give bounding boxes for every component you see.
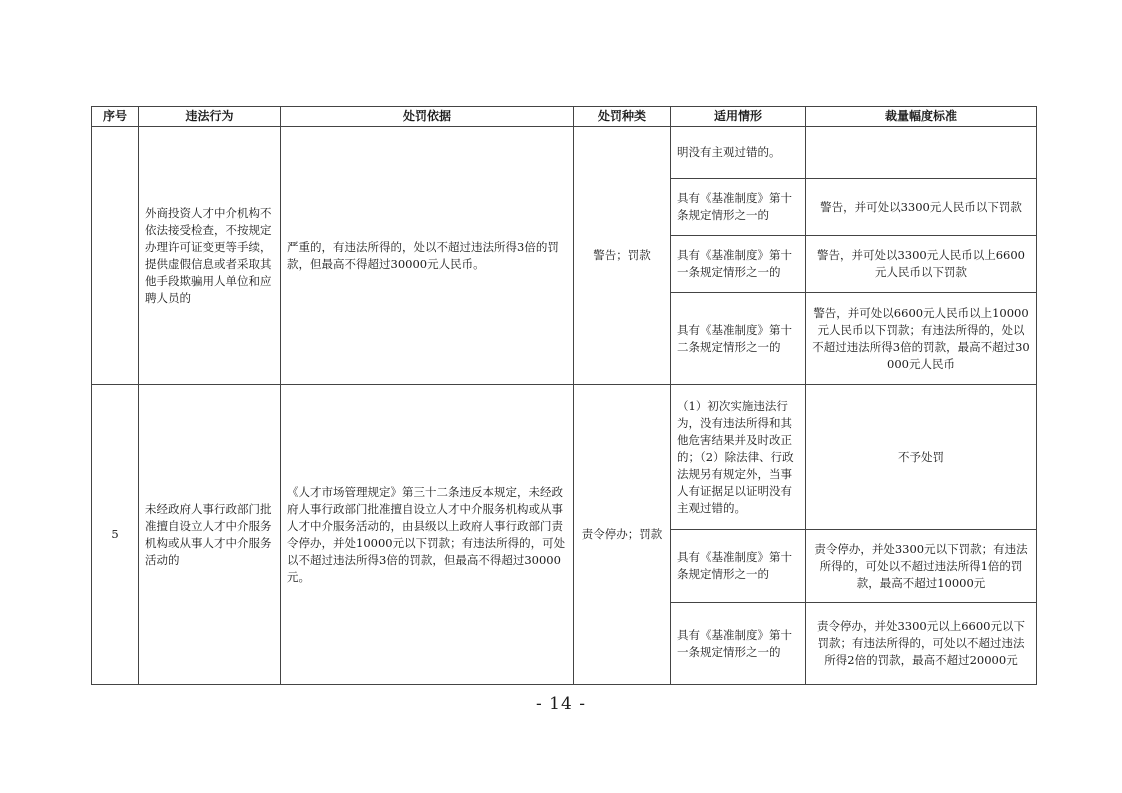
cell-basis: 《人才市场管理规定》第三十二条违反本规定，未经政府人事行政部门批准擅自设立人才中介服务机构或从事人才中介服务活动的，由县级以上政府人事行政部门责令停办，并处10000元以下罚款；有违法所得的，可处以不超过违法所得3倍的罚款，但最高不得超过30000元。 [281, 385, 574, 685]
cell-type: 警告；罚款 [574, 127, 671, 385]
cell-situation: 具有《基准制度》第十条规定情形之一的 [671, 530, 806, 603]
header-type: 处罚种类 [574, 107, 671, 127]
cell-basis: 严重的，有违法所得的，处以不超过违法所得3倍的罚款，但最高不得超过30000元人民币。 [281, 127, 574, 385]
cell-type: 责令停办；罚款 [574, 385, 671, 685]
cell-behavior: 外商投资人才中介机构不依法接受检查，不按规定办理许可证变更等手续，提供虚假信息或者采取其他手段欺骗用人单位和应聘人员的 [139, 127, 281, 385]
header-basis: 处罚依据 [281, 107, 574, 127]
header-standard: 裁量幅度标准 [806, 107, 1037, 127]
cell-standard: 责令停办，并处3300元以上6600元以下罚款；有违法所得的，可处以不超过违法所得2倍的罚款，最高不超过20000元 [806, 603, 1037, 685]
cell-situation: （1）初次实施违法行为，没有违法所得和其他危害结果并及时改正的；（2）除法律、行政法规另有规定外，当事人有证据足以证明没有主观过错的。 [671, 385, 806, 530]
page-number: - 14 - [536, 694, 586, 714]
table-header-row [92, 107, 1037, 127]
table-row [92, 127, 1037, 179]
header-situation: 适用情形 [671, 107, 806, 127]
cell-situation: 具有《基准制度》第十条规定情形之一的 [671, 179, 806, 236]
cell-number [92, 127, 139, 385]
cell-situation: 具有《基准制度》第十一条规定情形之一的 [671, 603, 806, 685]
cell-standard: 责令停办，并处3300元以下罚款；有违法所得的，可处以不超过违法所得1倍的罚款，最高不超过10000元 [806, 530, 1037, 603]
cell-standard: 警告，并可处以3300元人民币以上6600元人民币以下罚款 [806, 236, 1037, 293]
header-behavior: 违法行为 [139, 107, 281, 127]
cell-behavior: 未经政府人事行政部门批准擅自设立人才中介服务机构或从事人才中介服务活动的 [139, 385, 281, 685]
cell-situation: 明没有主观过错的。 [671, 127, 806, 179]
header-number: 序号 [92, 107, 139, 127]
cell-standard: 警告，并可处以6600元人民币以上10000元人民币以下罚款；有违法所得的，处以不超过违法所得3倍的罚款，最高不超过30000元人民币 [806, 293, 1037, 385]
cell-standard: 警告，并可处以3300元人民币以下罚款 [806, 179, 1037, 236]
cell-standard: 不予处罚 [806, 385, 1037, 530]
cell-situation: 具有《基准制度》第十一条规定情形之一的 [671, 236, 806, 293]
table-row [92, 385, 1037, 530]
cell-number: 5 [92, 385, 139, 685]
cell-situation: 具有《基准制度》第十二条规定情形之一的 [671, 293, 806, 385]
cell-standard [806, 127, 1037, 179]
penalty-table [91, 106, 1037, 685]
